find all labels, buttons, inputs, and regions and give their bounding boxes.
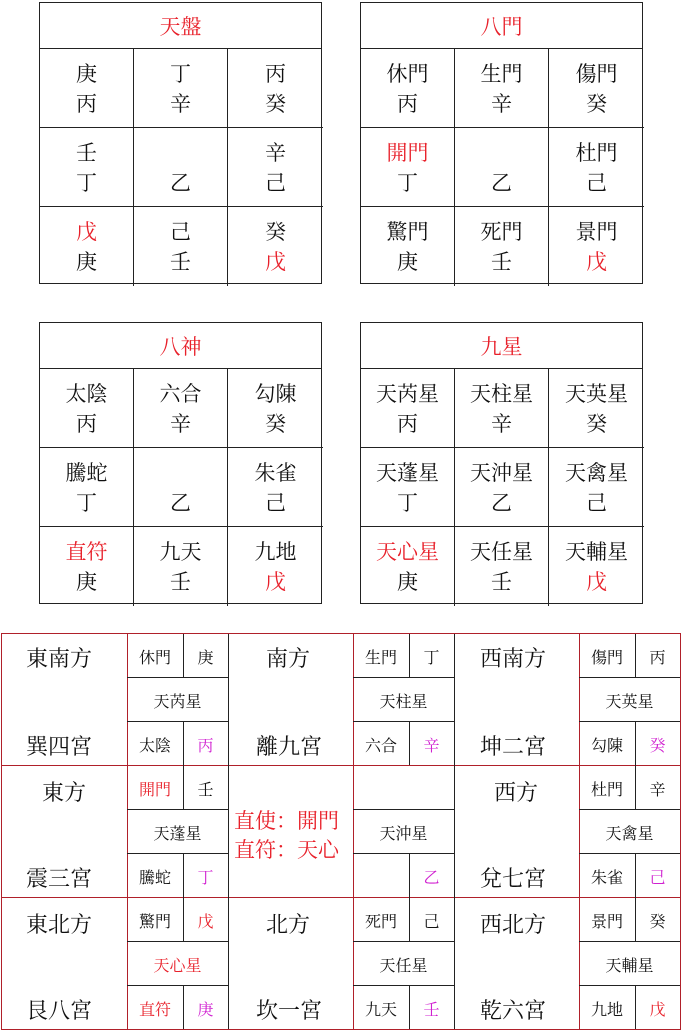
palace-name: 艮八宮 bbox=[26, 999, 93, 1024]
palace-direction: 東南方 bbox=[26, 647, 93, 672]
palace-star: 天禽星 bbox=[605, 824, 654, 843]
palace-earth: 丙 bbox=[197, 736, 214, 755]
palace-star: 天英星 bbox=[605, 692, 654, 711]
palace-direction: 西方 bbox=[494, 781, 539, 806]
board-cell: 杜門 己 bbox=[549, 128, 644, 207]
palace-heaven: 庚 bbox=[197, 648, 214, 667]
board-tianpan bbox=[39, 2, 322, 284]
palace-heaven: 辛 bbox=[649, 780, 666, 799]
board-title: 九星 bbox=[361, 323, 642, 369]
palace-earth: 己 bbox=[649, 868, 666, 887]
palace-direction: 東北方 bbox=[26, 913, 93, 938]
center-zhishi: 直使：開門 bbox=[234, 809, 339, 833]
palace-heaven: 丁 bbox=[423, 648, 440, 667]
palace-spirit: 朱雀 bbox=[590, 868, 623, 887]
board-cell: 天任星 壬 bbox=[455, 527, 549, 606]
board-cell: 勾陳 癸 bbox=[228, 369, 323, 448]
palace-earth: 癸 bbox=[649, 736, 666, 755]
palace-name: 乾六宮 bbox=[480, 999, 547, 1024]
palace-spirit: 太陰 bbox=[138, 736, 171, 755]
board-cell: 丁 辛 bbox=[134, 49, 228, 128]
board-cell: 騰蛇 丁 bbox=[40, 448, 134, 527]
board-cell: 九天 壬 bbox=[134, 527, 228, 606]
board-cell: 庚 丙 bbox=[40, 49, 134, 128]
board-jiuxing bbox=[360, 322, 643, 604]
board-cell: 開門 丁 bbox=[361, 128, 455, 207]
board-cell: 死門 壬 bbox=[455, 207, 549, 286]
palace-star: 天任星 bbox=[379, 956, 428, 975]
board-cell: 乙 bbox=[455, 128, 549, 207]
palace-grid bbox=[1, 633, 681, 1030]
board-cell: 九地 戊 bbox=[254, 540, 297, 594]
board-title: 八門 bbox=[361, 3, 642, 49]
board-cell: 己 壬 bbox=[134, 207, 228, 286]
board-cell: 天輔星 戊 bbox=[565, 540, 628, 594]
palace-direction: 西北方 bbox=[480, 913, 547, 938]
palace-door: 開門 bbox=[138, 780, 171, 799]
palace-spirit: 六合 bbox=[364, 736, 397, 755]
palace-spirit: 九地 bbox=[590, 1000, 623, 1019]
board-cell: 天禽星 己 bbox=[549, 448, 644, 527]
palace-door: 休門 bbox=[138, 648, 171, 667]
center-zhifu: 直符：天心 bbox=[234, 838, 339, 862]
palace-door: 驚門 bbox=[138, 912, 171, 931]
board-cell: 乙 bbox=[134, 448, 228, 527]
board-title: 八神 bbox=[40, 323, 321, 369]
board-cell: 壬 丁 bbox=[40, 128, 134, 207]
board-cell: 朱雀 己 bbox=[228, 448, 323, 527]
board-cell: 休門 丙 bbox=[361, 49, 455, 128]
board-cell: 癸 戊 bbox=[265, 220, 286, 274]
palace-direction: 西南方 bbox=[480, 647, 547, 672]
board-cell: 直符 庚 bbox=[40, 527, 134, 606]
board-cell: 景門 戊 bbox=[575, 220, 618, 274]
palace-door: 景門 bbox=[590, 912, 623, 931]
palace-name: 震三宮 bbox=[26, 867, 93, 892]
board-cell: 辛 己 bbox=[228, 128, 323, 207]
palace-star: 天心星 bbox=[153, 956, 202, 975]
palace-spirit: 騰蛇 bbox=[138, 868, 171, 887]
board-cell: 生門 辛 bbox=[455, 49, 549, 128]
board-bamen bbox=[360, 2, 643, 284]
palace-star: 天沖星 bbox=[379, 824, 428, 843]
palace-name: 巽四宮 bbox=[26, 735, 93, 760]
palace-name: 坤二宮 bbox=[480, 735, 547, 760]
palace-earth: 庚 bbox=[197, 1000, 214, 1019]
palace-star: 天蓬星 bbox=[153, 824, 202, 843]
palace-star: 天柱星 bbox=[379, 692, 428, 711]
palace-spirit: 直符 bbox=[138, 1000, 171, 1019]
board-cell: 天蓬星 丁 bbox=[361, 448, 455, 527]
board-cell: 太陰 丙 bbox=[40, 369, 134, 448]
palace-heaven: 戊 bbox=[197, 912, 214, 931]
board-cell: 丙 癸 bbox=[228, 49, 323, 128]
board-cell: 天英星 癸 bbox=[549, 369, 644, 448]
board-bashen bbox=[39, 322, 322, 604]
palace-direction: 南方 bbox=[266, 647, 311, 672]
palace-heaven: 己 bbox=[423, 912, 440, 931]
palace-name: 坎一宮 bbox=[256, 999, 323, 1024]
palace-heaven: 丙 bbox=[649, 648, 666, 667]
palace-spirit: 九天 bbox=[364, 1000, 397, 1019]
palace-earth: 戊 bbox=[649, 1000, 666, 1019]
palace-door: 杜門 bbox=[590, 780, 623, 799]
palace-earth: 丁 bbox=[197, 868, 214, 887]
palace-star: 天芮星 bbox=[153, 692, 202, 711]
palace-heaven: 癸 bbox=[649, 912, 666, 931]
board-cell: 傷門 癸 bbox=[549, 49, 644, 128]
palace-door: 生門 bbox=[364, 648, 397, 667]
palace-door: 傷門 bbox=[590, 648, 623, 667]
palace-star: 天輔星 bbox=[605, 956, 654, 975]
palace-earth: 辛 bbox=[423, 736, 440, 755]
palace-earth: 壬 bbox=[423, 1000, 440, 1019]
palace-name: 兌七宮 bbox=[480, 867, 547, 892]
board-cell: 天沖星 乙 bbox=[455, 448, 549, 527]
board-cell: 天芮星 丙 bbox=[361, 369, 455, 448]
palace-spirit: 勾陳 bbox=[590, 736, 623, 755]
palace-earth: 乙 bbox=[423, 868, 440, 887]
board-title: 天盤 bbox=[40, 3, 321, 49]
board-cell: 天柱星 辛 bbox=[455, 369, 549, 448]
palace-door: 死門 bbox=[364, 912, 397, 931]
palace-direction: 東方 bbox=[42, 781, 87, 806]
board-cell: 驚門 庚 bbox=[361, 207, 455, 286]
palace-direction: 北方 bbox=[266, 913, 311, 938]
palace-name: 離九宮 bbox=[256, 735, 323, 760]
board-cell: 六合 辛 bbox=[134, 369, 228, 448]
board-cell: 乙 bbox=[134, 128, 228, 207]
palace-heaven: 壬 bbox=[197, 780, 214, 799]
board-cell: 天心星 庚 bbox=[361, 527, 455, 606]
board-cell: 戊 庚 bbox=[40, 207, 134, 286]
